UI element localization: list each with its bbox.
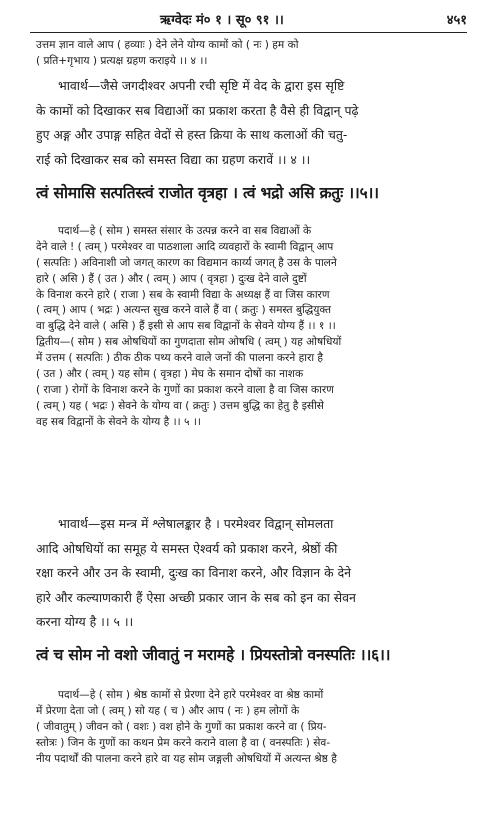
text-line: ( जीवातुम् ) जीवन को ( वशः ) वश होने के गुणों का प्रकाश करने वा ( प्रिय-: [36, 720, 327, 733]
mantra-5: त्वं सोमासि सत्पतिस्त्वं राजोत वृत्रहा । त्वं भद्रो असि क्रतुः ।।५।।: [36, 184, 379, 202]
text-line: ( प्रति+गृभाय ) प्रत्यक्ष ग्रहण कराइये ।। ४ ।।: [36, 54, 208, 67]
text-line: ( सत्पतिः ) अविनाशी जो जगत् कारण का विद्यमान कार्य्य जगत् है उस के पालने: [36, 256, 337, 269]
text-line: के कामों को दिखाकर सब विद्याओं का प्रकाश करता है वैसे ही विद्वान् पढ़े: [36, 102, 359, 118]
text-line: में उत्तम ( सत्पतिः ) ठीक ठीक पथ्य करने वाले जनों की पालना करने हारा है: [36, 352, 324, 365]
header-rule: [30, 32, 467, 33]
text-line: हुए अङ्ग और उपाङ्ग सहित वेदों से हस्त क्रिया के साथ कलाओं की चतु-: [36, 127, 348, 143]
text-line: वह सब विद्वानों के सेवने के योग्य है ।। ५ ।।: [36, 415, 201, 428]
text-line: आदि ओषधियों का समूह ये समस्त ऐश्वर्य को प्रकाश करने, श्रेष्ठों की: [36, 540, 338, 556]
text-line: हारे और कल्याणकारी हैं ऐसा अच्छी प्रकार जान के सब को इन का सेवन: [36, 589, 356, 605]
text-line: ( राजा ) रोगों के विनाश करने के गुणों का प्रकाश करने वाला है वा जिस कारण: [36, 383, 334, 396]
text-line: भावार्थ—इस मन्त्र में श्लेषालङ्कार है । परमेश्वर विद्वान् सोमलता: [58, 516, 334, 531]
text-line: वा बुद्धि देने वाले ( असि ) हैं इसी से आप सब विद्वानों के सेवने योग्य हैं ।। १ ।।: [36, 320, 336, 333]
text-line: उत्तम ज्ञान वाले आप ( हव्याः ) देने लेने योग्य कामों को ( नः ) हम को: [36, 39, 299, 51]
text-line: ( त्वम् ) यह ( भद्रः ) सेवने के योग्य वा ( क्रतुः ) उत्तम बुद्धि का हेतु है इसीसे: [36, 399, 324, 412]
page-header: [30, 6, 467, 32]
text-line: पदार्थ—हे ( सोम ) श्रेष्ठ कामों से प्रेरणा देने हारे परमेश्वर वा श्रेष्ठ कामों: [58, 689, 324, 701]
text-line: भावार्थ—जैसे जगदीश्वर अपनी रची सृष्टि में वेद के द्वारा इस सृष्टि: [58, 78, 345, 93]
text-line: में प्रेरणा देता जो ( त्वम् ) सो यह ( च ) और आप ( नः ) हम लोगों के: [36, 704, 300, 717]
text-line: स्तोत्रः ) जिन के गुणों का कथन प्रेम करने कराने वाला है वा ( वनस्पतिः ) सेव-: [36, 736, 331, 749]
text-line: राई को दिखाकर सब को समस्त विद्या का ग्रहण करावें ।। ४ ।।: [36, 151, 311, 167]
padartha-5: [36, 224, 465, 431]
text-line: देने वाले ! ( त्वम् ) परमेश्वर वा पाठशाला आदि व्यवहारों के स्वामी विद्वान् आप: [36, 240, 334, 253]
text-line: ( उत ) और ( त्वम् ) यह सोम ( वृत्रहा ) मेघ के समान दोषों का नाशक: [36, 368, 304, 381]
bhavartha-4: [36, 74, 465, 172]
text-line: पदार्थ—हे ( सोम ) समस्त संसार के उत्पन्न करने वा सब विद्याओं के: [58, 225, 312, 237]
page-number: ४५१: [446, 13, 467, 28]
text-line: ( त्वम् ) आप ( भद्रः ) अत्यन्त सुख करने वाले हैं वा ( क्रतुः ) समस्त बुद्धियुक्त: [36, 304, 332, 317]
mantra-6: त्वं च सोम नो वशो जीवातुं न मरामहे । प्रियस्तोत्रो वनस्पतिः ।।६।।: [36, 646, 391, 664]
text-line: हारे ( असि ) हैं ( उत ) और ( त्वम् ) आप ( वृत्रहा ) दुःख देने वाले दुष्टों: [36, 272, 307, 285]
padartha-6: [36, 688, 465, 767]
text-line: करना योग्य है ।। ५ ।।: [36, 614, 134, 630]
text-line: के विनाश करने हारे ( राजा ) सब के स्वामी विद्या के अध्यक्ष हैं वा जिस कारण: [36, 288, 330, 301]
text-line: रक्षा करने और उन के स्वामी, दुःख का विनाश करने, और विज्ञान के देने: [36, 565, 352, 581]
previous-padartha-ending: [36, 38, 465, 70]
running-title: ऋग्वेदः मं० १ । सू० ९१ ।।: [160, 13, 284, 28]
bhavartha-5: [36, 512, 465, 635]
text-line: नीय पदार्थों की पालना करने हारे वा यह सोम जङ्गली ओषधियों में अत्यन्त श्रेष्ठ है: [36, 752, 337, 765]
text-line: द्वितीय—( सोम ) सब ओषधियों का गुणदाता सोम ओषधि ( त्वम् ) यह ओषधियों: [36, 336, 342, 349]
